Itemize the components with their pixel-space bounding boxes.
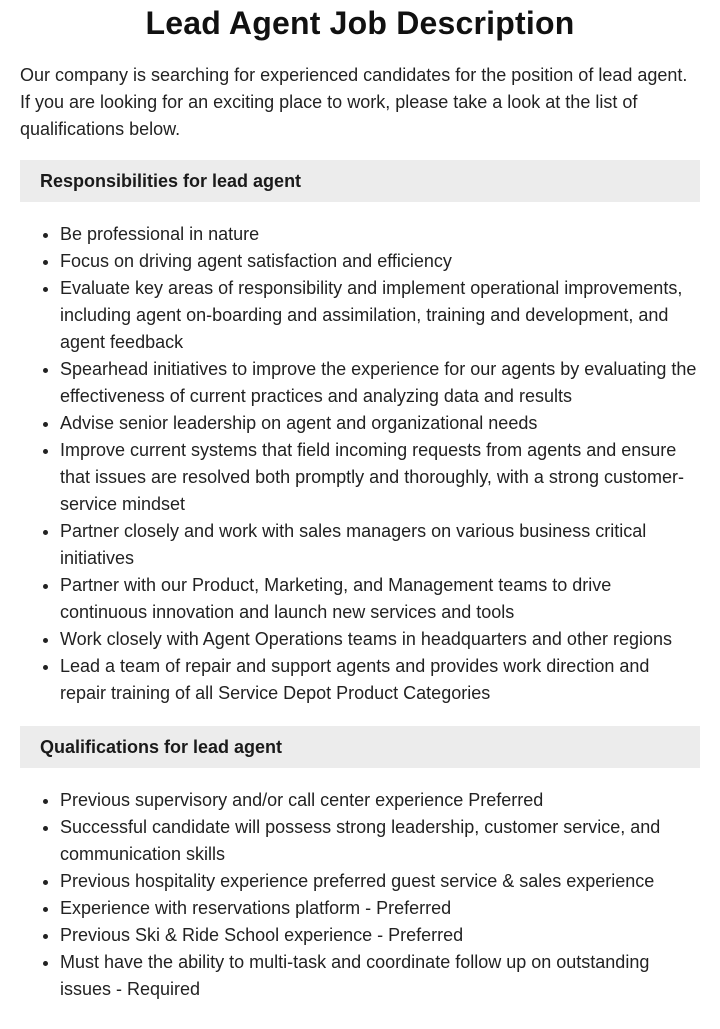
list-item: • Successful candidate will possess strong leadership, customer service, and communication skills — [60, 814, 700, 868]
list-item: • Improve current systems that field incoming requests from agents and ensure that issues are resolved both promptly and thoroughly, with a strong customer-service mindset — [60, 437, 700, 518]
list-item: • Previous Ski & Ride School experience - Preferred — [60, 922, 700, 949]
list-item: • Partner closely and work with sales managers on various business critical initiatives — [60, 518, 700, 572]
list-item: • Lead a team of repair and support agents and provides work direction and repair training of all Service Depot Product Categories — [60, 653, 700, 707]
qualifications-heading: Qualifications for lead agent — [20, 726, 700, 768]
list-item: • Partner with our Product, Marketing, and Management teams to drive continuous innovation and launch new services and tools — [60, 572, 700, 626]
page-title: Lead Agent Job Description — [145, 5, 575, 41]
list-item: • Evaluate key areas of responsibility and implement operational improvements, including agent on-boarding and assimilation, training and development, and agent feedback — [60, 275, 700, 356]
list-item: • Previous hospitality experience preferred guest service & sales experience — [60, 868, 700, 895]
list-item: • Focus on driving agent satisfaction and efficiency — [60, 248, 700, 275]
list-item: • Work closely with Agent Operations teams in headquarters and other regions — [60, 626, 700, 653]
responsibilities-heading: Responsibilities for lead agent — [20, 160, 700, 202]
responsibilities-list — [20, 221, 700, 707]
list-item: • Be professional in nature — [60, 221, 700, 248]
list-item: • Experience with reservations platform - Preferred — [60, 895, 700, 922]
qualifications-list — [20, 787, 700, 1003]
intro-paragraph: Our company is searching for experienced candidates for the position of lead agent. If you are looking for an exciting place to work, please take a look at the list of qualifications below. — [20, 65, 688, 139]
list-item: • Must have the ability to multi-task and coordinate follow up on outstanding issues - Required — [60, 949, 700, 1003]
list-item: • Previous supervisory and/or call center experience Preferred — [60, 787, 700, 814]
list-item: • Advise senior leadership on agent and organizational needs — [60, 410, 700, 437]
list-item: • Spearhead initiatives to improve the experience for our agents by evaluating the effectiveness of current practices and analyzing data and results — [60, 356, 700, 410]
